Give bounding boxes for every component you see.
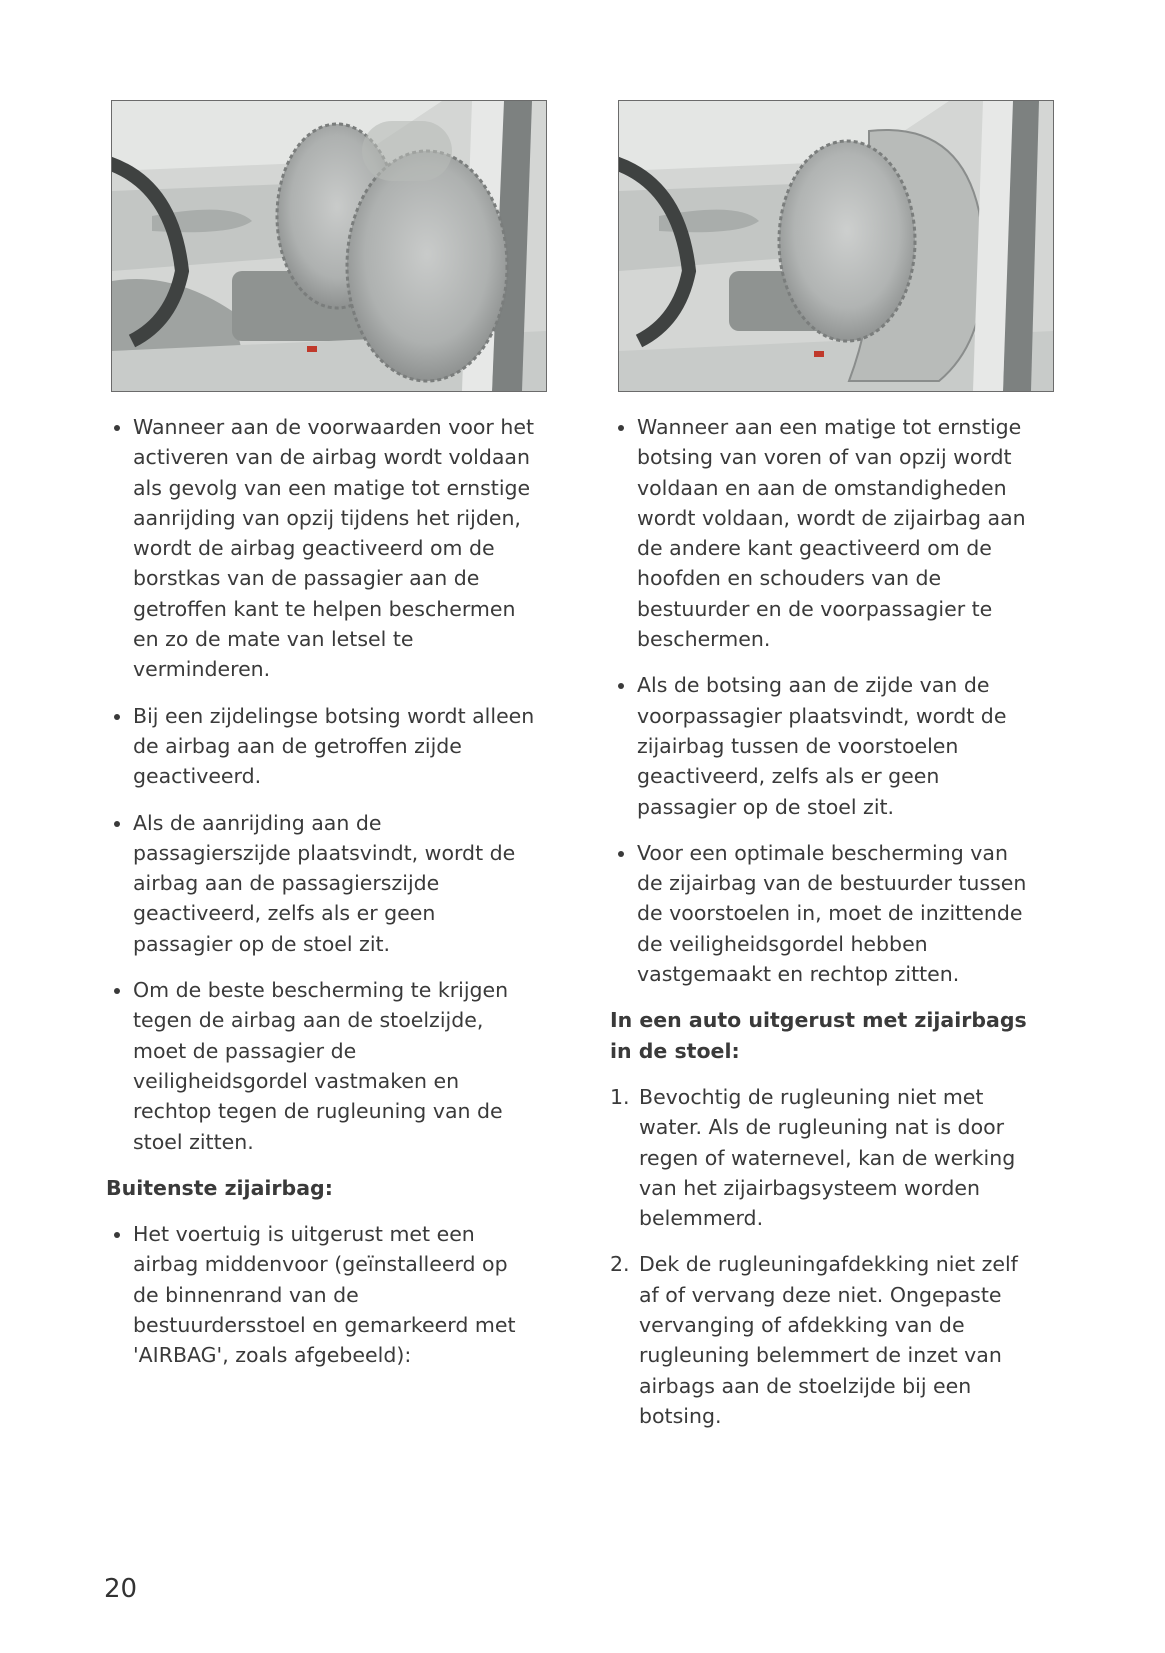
illustration-frame: [618, 100, 1054, 392]
list-item: [610, 1249, 1040, 1431]
list-item: Voor een optimale bescherming van de zijairbag van de bestuurder tussen de voorstoelen in, moet de inzittende de veiligheidsgordel hebben vastgemaakt en rechtop zitten.: [610, 838, 1040, 989]
left-column: [106, 412, 536, 1387]
bullet-list: [610, 412, 1040, 989]
list-item: Bij een zijdelingse botsing wordt alleen de airbag aan de getroffen zijde geactiveerd.: [106, 701, 536, 792]
page-number: 20: [104, 1574, 138, 1604]
section-heading: Buitenste zijairbag:: [106, 1175, 333, 1200]
illustration-frame: [111, 100, 547, 392]
list-item: Het voertuig is uitgerust met een airbag middenvoor (geïnstalleerd op de binnenrand van de bestuurdersstoel en gemarkeerd met 'AIRBAG', zoals afgebeeld):: [106, 1219, 536, 1370]
bullet-list: [106, 412, 536, 1157]
list-item: Als de botsing aan de zijde van de voorpassagier plaatsvindt, wordt de zijairbag tussen de voorstoelen geactiveerd, zelfs als er geen passagier op de stoel zit.: [610, 670, 1040, 821]
section-heading: In een auto uitgerust met zijairbags in de stoel:: [610, 1008, 1027, 1063]
list-item: Wanneer aan de voorwaarden voor het activeren van de airbag wordt voldaan als gevolg van een matige tot ernstige aanrijding van opzij tijdens het rijden, wordt de airbag geactiveerd om de borstkas van de passagier aan de getroffen kant te helpen beschermen en zo de mate van letsel te verminderen.: [106, 412, 536, 685]
numbered-list: [610, 1082, 1040, 1431]
list-item: Wanneer aan een matige tot ernstige botsing van voren of van opzij wordt voldaan en aan de omstandigheden wordt voldaan, wordt de zijairbag aan de andere kant geactiveerd om de hoofden en schouders van de bestuurder en de voorpassagier te beschermen.: [610, 412, 1040, 654]
item-number: 1.: [610, 1084, 630, 1109]
item-number: 2.: [610, 1252, 630, 1277]
right-column: [610, 412, 1040, 1447]
item-text: Dek de rugleuningafdekking niet zelf af of vervang deze niet. Ongepaste vervanging of afdekking van de rugleuning belemmert de inzet van airbags aan de stoelzijde bij een botsing.: [639, 1252, 1018, 1428]
bullet-list: [106, 1219, 536, 1370]
list-item: [610, 1082, 1040, 1233]
list-item: Om de beste bescherming te krijgen tegen de airbag aan de stoelzijde, moet de passagier de veiligheidsgordel vastmaken en rechtop tegen de rugleuning van de stoel zitten.: [106, 975, 536, 1157]
figure-right: [618, 100, 1058, 392]
figure-left: [111, 100, 551, 392]
center-side-airbag-illustration-icon: [619, 101, 1053, 391]
front-and-seat-side-airbag-illustration-icon: [112, 101, 546, 391]
list-item: Als de aanrijding aan de passagierszijde plaatsvindt, wordt de airbag aan de passagierszijde geactiveerd, zelfs als er geen passagier op de stoel zit.: [106, 808, 536, 959]
item-text: Bevochtig de rugleuning niet met water. Als de rugleuning nat is door regen of waternevel, kan de werking van het zijairbagsysteem worden belemmerd.: [639, 1084, 1016, 1231]
